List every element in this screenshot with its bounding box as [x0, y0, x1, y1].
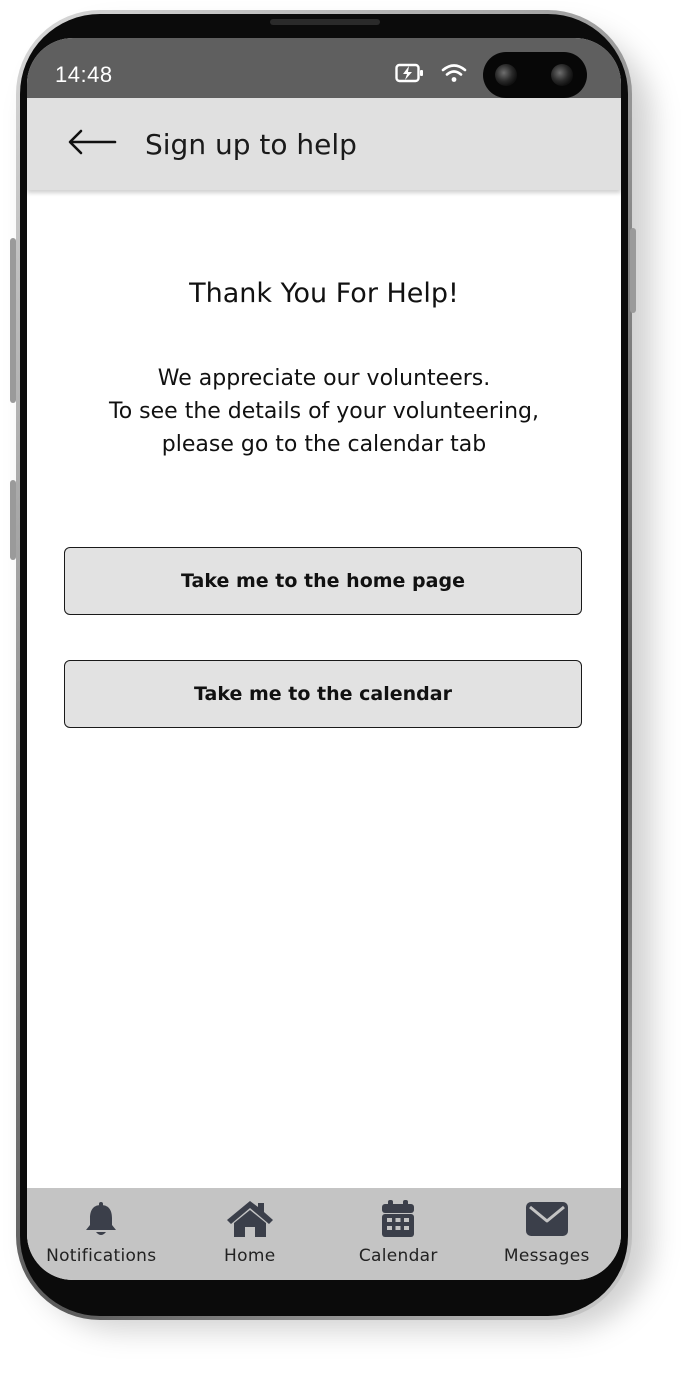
page-title: Sign up to help — [145, 128, 357, 161]
message-line: To see the details of your volunteering, — [109, 399, 539, 424]
nav-item-notifications[interactable] — [27, 1188, 176, 1280]
bell-icon — [81, 1199, 121, 1239]
thank-you-heading: Thank You For Help! — [189, 278, 459, 309]
front-camera-cutout — [483, 52, 587, 98]
bottom-nav — [27, 1188, 621, 1280]
home-icon — [225, 1199, 275, 1239]
battery-charging-icon — [395, 63, 425, 83]
earpiece — [270, 19, 380, 25]
calendar-icon — [380, 1199, 416, 1239]
app-header — [27, 98, 621, 190]
envelope-icon — [525, 1199, 569, 1239]
appreciation-message — [27, 362, 621, 461]
screen — [27, 38, 621, 1280]
nav-item-calendar[interactable] — [324, 1188, 473, 1280]
nav-label: Home — [224, 1246, 276, 1266]
nav-item-home[interactable] — [176, 1188, 325, 1280]
nav-label: Notifications — [46, 1246, 157, 1266]
volume-down-button — [10, 480, 16, 560]
go-calendar-button[interactable]: Take me to the calendar — [64, 660, 582, 728]
wifi-icon — [441, 62, 467, 84]
nav-label: Messages — [503, 1246, 590, 1266]
message-line: please go to the calendar tab — [161, 432, 487, 457]
go-home-button[interactable]: Take me to the home page — [64, 547, 582, 615]
camera-lens-icon — [551, 64, 573, 86]
power-button — [630, 228, 636, 313]
back-arrow-icon[interactable] — [67, 128, 119, 156]
status-time: 14:48 — [55, 62, 113, 87]
message-line: We appreciate our volunteers. — [157, 366, 491, 391]
status-bar — [27, 38, 621, 98]
volume-up-button — [10, 238, 16, 403]
camera-lens-icon — [495, 64, 517, 86]
nav-item-messages[interactable] — [473, 1188, 622, 1280]
nav-label: Calendar — [358, 1246, 438, 1266]
